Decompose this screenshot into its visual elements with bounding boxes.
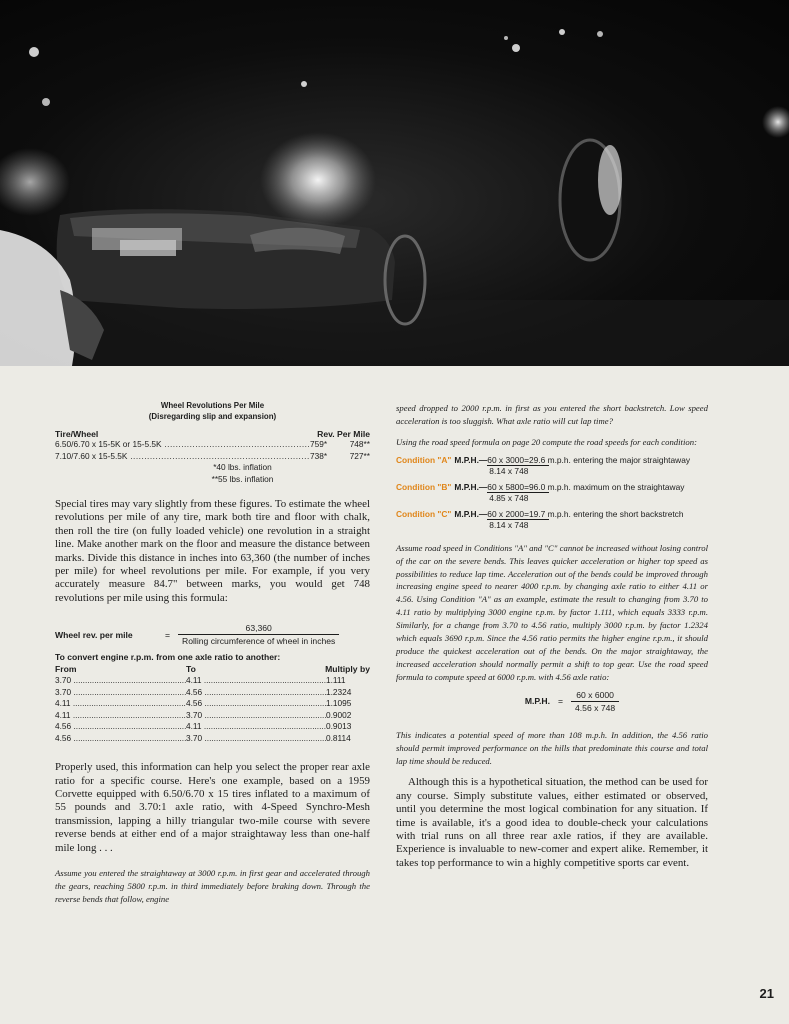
from-value: 4.11 ..... [55,710,186,722]
rev-value: 738* [310,450,328,461]
to-value: 3.70 ..... [186,733,326,745]
formula-fraction [178,623,339,646]
mph-denominator: 4.56 x 748 [571,701,619,713]
from-value: 4.56 ..... [55,721,186,733]
table-row [55,687,370,699]
condition-denominator: 4.85 x 748 [487,492,549,503]
convert-table-header [55,664,370,676]
mph-equals: = [557,696,564,707]
condition-result: =96.0 m.p.h. maximum on the straightaway [524,481,685,492]
condition-line [396,482,708,503]
tire-size: 6.50/6.70 x 15-5K or 15-5.5K ..... [55,439,310,451]
paragraph-tire-estimate: Special tires may vary slightly from these figures. To estimate the wheel revolutions per mile of any tire, mark both tire and floor with chalk, then roll the tire (on fully loaded vehicle) one revolution in a straight line. Make another mark on the floor and measure the distance between marks. Divide this distance in inches into 63,360 (the number of inches per mile) for wheel revolutions per mile. For example, if you very accurately measure 84.7" between marks, you would get 748 revolutions per mile using this formula: [55,498,370,604]
convert-table-title: To convert engine r.p.m. from one axle ratio to another: [55,652,281,663]
wheel-rev-formula [55,623,370,646]
paragraph-example: Properly used, this information can help you select the proper rear axle ratio for a specific course. Here's one example, based on a 1959 Corvette equipped with 6.50/6.70 x 15 tires inflated to a maximum of 55 pounds and 3.70:1 axle ratio, with 4-Speed Synchro-Mesh transmission, lapping a hilly triangular two-mile course with severe reverse bends at either end of a major straightaway less than one-half mile long . . . [55,761,370,854]
convert-table-rows [55,675,370,744]
from-value: 4.11 ..... [55,698,186,710]
multiplier-value: 0.8114 [326,732,351,743]
formula-numerator: 63,360 [245,623,272,634]
inflation-note-2: **55 lbs. inflation [211,473,274,484]
italic-analysis: Assume road speed in Conditions "A" and "C" cannot be increased without losing control of the car on the severe bends. This leaves quicker acceleration or higher top speed as possibilities to reduce lap time. Acceleration out of the bends could be improved through increasing engine speed to nearer 4000 r.p.m. by changing axle ratio to either 4.11 or 4.56. Using Condition "A" as an example, estimate the result to changing from 3.70 to 4.11 ratio by multiplying 3000 engine r.p.m. by factor 1.111, which equals 3333 r.p.m. Similarly, for a change from 3.70 to 4.56 ratio, multiply 3000 r.p.m. by factor 1.2324 which equals 3690 r.p.m. Since the 4.56 ratio permits the higher engine r.p.m., it should produce the quickest acceleration out of the bends. On the major straightaway, the increased acceleration should normally permit a shift to top gear. Use the road speed formula to compute speed at 6000 r.p.m. with 4.56 axle ratio: [396,542,708,682]
condition-denominator: 8.14 x 748 [487,519,549,530]
table-row [55,675,370,687]
col-rev-per-mile: Rev. Per Mile [317,429,370,439]
wheel-table-title [68,400,358,422]
multiplier-value: 0.9013 [326,721,352,732]
multiplier-value: 1.111 [326,675,346,686]
formula-equals: = [165,629,171,640]
italic-problem-continued: speed dropped to 2000 r.p.m. in first as you entered the short backstretch. Low speed acceleration is too sluggish. What axle ratio will cut lap time? [396,403,708,426]
to-value: 4.11 ..... [186,721,326,733]
col-from: From [55,663,77,674]
to-value: 4.11 ..... [186,675,326,687]
page-number: 21 [759,986,774,1001]
conditions-list [396,455,708,530]
from-value: 3.70 ..... [55,675,186,687]
mph-formula [396,690,708,713]
condition-result: =29.6 m.p.h. entering the major straightaway [524,454,691,465]
col-to: To [186,663,196,674]
condition-mph: M.P.H.— [454,454,488,465]
col-multiply-by: Multiply by [325,663,370,674]
condition-line [396,455,708,476]
from-value: 4.56 ..... [55,733,186,745]
formula-label: Wheel rev. per mile [55,629,133,640]
mph-numerator: 60 x 6000 [576,689,614,700]
to-value: 4.56 ..... [186,698,326,710]
condition-mph: M.P.H.— [454,508,488,519]
condition-tag: Condition "C" [396,508,452,519]
condition-result: =19.7 m.p.h. entering the short backstretch [524,508,684,519]
condition-fraction [487,509,683,530]
right-column [396,400,708,870]
paragraph-summary: Although this is a hypothetical situation, the method can be used for any course. Simply substitute values, either estimated or observed, until you determine the most logical combination for any situation. If time is available, it's a good idea to double-check your calculations with trial runs on all three rear axle ratios, if they are available. Experience is invaluable to new-comer and expert alike. Remember, it takes top performance to win a highly competitive sports car event. [396,776,708,869]
condition-fraction [487,455,690,476]
formula-denominator: Rolling circumference of wheel in inches [178,634,339,646]
wheel-table-rows [55,439,370,485]
mph-label: M.P.H. [524,696,550,707]
table-row [55,710,370,722]
table-row [55,721,370,733]
rev-value: 759* [310,439,328,449]
multiplier-value: 0.9002 [326,709,352,720]
italic-problem-start: Assume you entered the straightaway at 3000 r.p.m. in first gear and accelerated through the gears, reaching 5800 r.p.m. in third immediately before braking down. Through the reverse bends that follow, engine [55,868,370,904]
condition-numerator: 60 x 5800 [487,481,525,492]
condition-denominator: 8.14 x 748 [487,465,549,476]
italic-instruction: Using the road speed formula on page 20 compute the road speeds for each condition: [396,436,697,447]
table-row [55,439,370,451]
col-tire-wheel: Tire/Wheel [55,429,99,439]
rev-value-alt: 748** [349,439,370,449]
wheel-table-title-line1: Wheel Revolutions Per Mile [160,400,265,410]
to-value: 3.70 ..... [186,710,326,722]
convert-table [55,652,370,744]
table-row [55,698,370,710]
night-race-photo [0,0,789,366]
multiplier-value: 1.1095 [326,698,352,709]
condition-numerator: 60 x 2000 [487,508,525,519]
rev-value-alt: 727** [349,450,370,461]
condition-mph: M.P.H.— [454,481,488,492]
left-column [55,400,370,906]
table-row [55,451,370,463]
condition-tag: Condition "B" [396,481,452,492]
inflation-note-1: *40 lbs. inflation [213,462,272,472]
table-row [55,733,370,745]
multiplier-value: 1.2324 [326,686,352,697]
race-cars-night-photo-icon [0,0,789,366]
condition-tag: Condition "A" [396,454,452,465]
condition-fraction [487,482,684,503]
tire-size: 7.10/7.60 x 15-5.5K ..... [55,451,310,463]
to-value: 4.56 ..... [186,687,326,699]
from-value: 3.70 ..... [55,687,186,699]
wheel-table-title-line2: (Disregarding slip and expansion) [148,411,277,421]
condition-numerator: 60 x 3000 [487,454,525,465]
condition-line [396,509,708,530]
italic-conclusion: This indicates a potential speed of more than 108 m.p.h. In addition, the 4.56 ratio should permit improved performance on the hills that predominate this course and total lap time should be reduced. [396,729,708,766]
wheel-table-header [55,429,370,439]
mph-fraction [571,690,619,713]
